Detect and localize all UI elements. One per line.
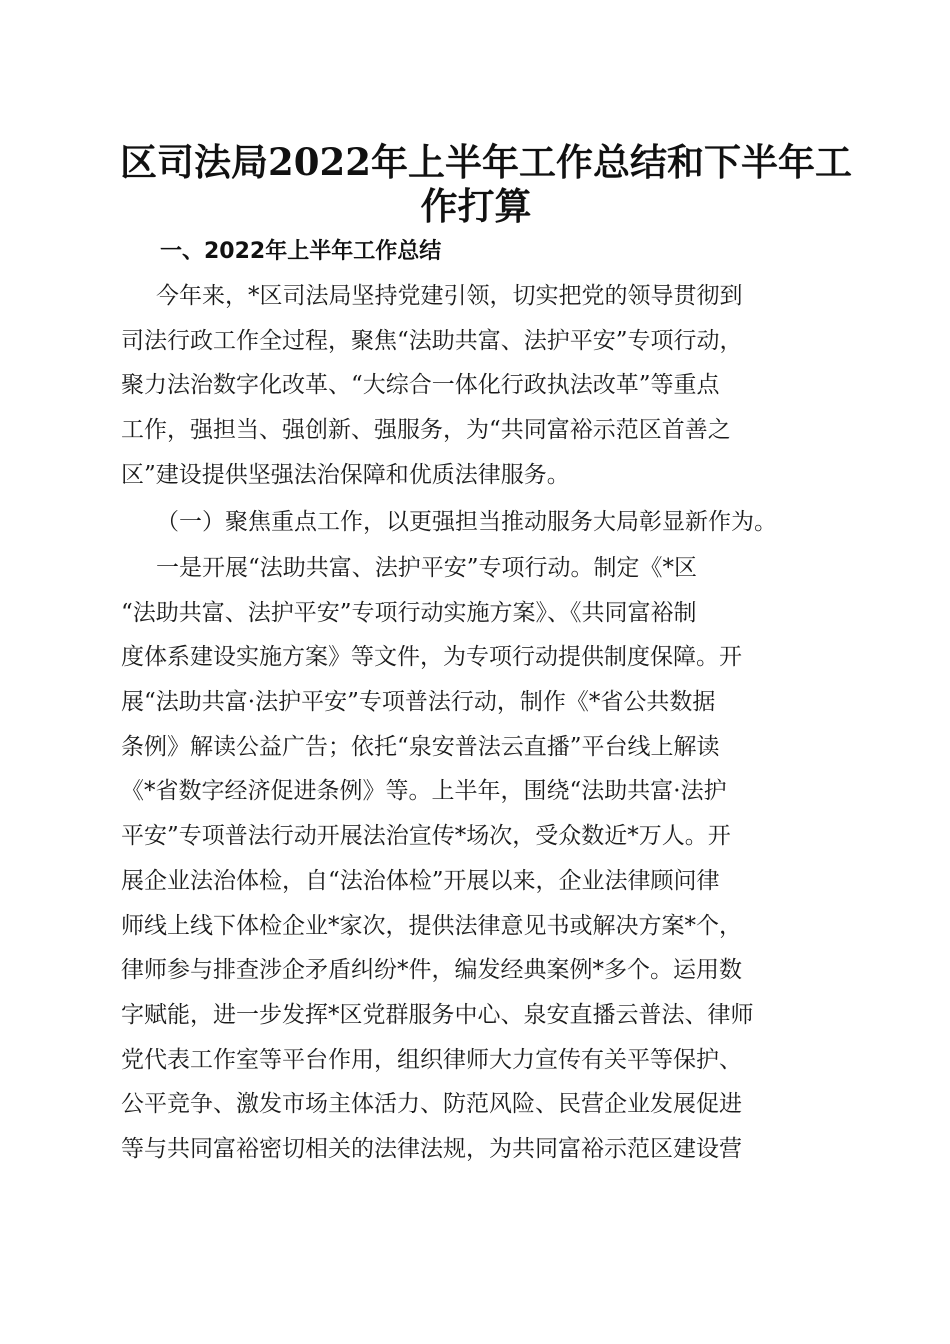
text-line: 展“法助共富·法护平安”专项普法行动，制作《*省公共数据 [121,689,716,716]
text-line: 师线上线下体检企业*家次，提供法律意见书或解决方案*个， [121,912,742,939]
title-line-2: 作打算 [420,184,532,228]
paragraph-intro [121,274,833,497]
text-line: 公平竞争、激发市场主体活力、防范风险、民营企业发展促进 [121,1091,742,1118]
text-line: 党代表工作室等平台作用，组织律师大力宣传有关平等保护、 [121,1046,742,1073]
text-line: 度体系建设实施方案》等文件，为专项行动提供制度保障。开 [121,644,742,671]
text-line: 条例》解读公益广告；依托“泉安普法云直播”平台线上解读 [121,733,720,760]
text-line: 今年来，*区司法局坚持党建引领，切实把党的领导贯彻到 [156,283,743,309]
text-line: 一是开展“法助共富、法护平安”专项行动。制定《*区 [156,555,698,581]
text-line: 展企业法治体检，自“法治体检”开展以来，企业法律顾问律 [121,867,720,894]
text-line: 等与共同富裕密切相关的法律法规，为共同富裕示范区建设营 [121,1135,742,1162]
document-title [120,140,852,228]
text-line: 律师参与排查涉企矛盾纠纷*件，编发经典案例*多个。运用数 [121,957,742,984]
subsection-heading: （一）聚焦重点工作，以更强担当推动服务大局彰显新作为。 [156,509,777,535]
section-heading: 一、2022年上半年工作总结 [160,239,442,264]
text-line: 《*省数字经济促进条例》等。上半年，围绕“法助共富·法护 [121,778,727,805]
text-line: 司法行政工作全过程，聚焦“法助共富、法护平安”专项行动， [121,327,743,354]
text-line: 平安”专项普法行动开展法治宣传*场次，受众数近*万人。开 [121,823,731,850]
paragraph-special-action [121,546,833,1172]
text-line: 聚力法治数字化改革、“大综合一体化行政执法改革”等重点 [121,372,720,399]
text-line: “法助共富、法护平安”专项行动实施方案》、《共同富裕制 [121,599,697,626]
text-line: 字赋能，进一步发挥*区党群服务中心、泉安直播云普法、律师 [121,1001,754,1028]
text-line: 工作，强担当、强创新、强服务，为“共同富裕示范区首善之 [121,417,731,444]
title-line-1: 区司法局2022年上半年工作总结和下半年工 [120,140,852,184]
text-line: 区”建设提供坚强法治保障和优质法律服务。 [121,461,570,488]
